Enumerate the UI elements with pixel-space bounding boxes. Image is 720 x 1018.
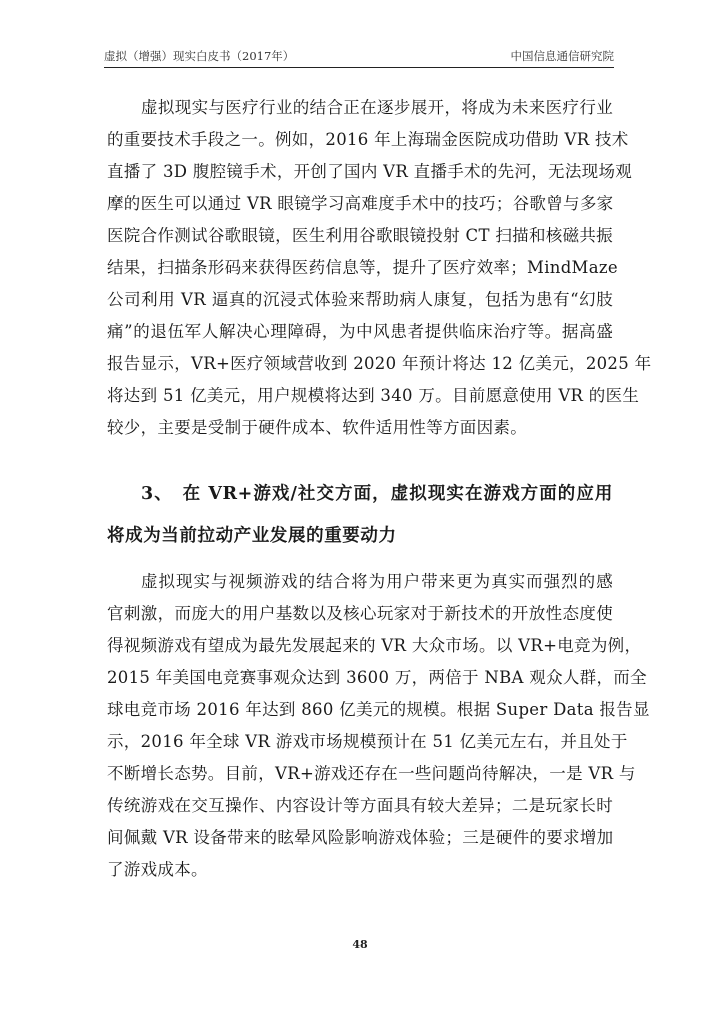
paragraph-line: 摩的医生可以通过 VR 眼镜学习高难度手术中的技巧；谷歌曾与多家 (107, 194, 614, 213)
section-heading-line: 3、 在 VR+游戏/社交方面，虚拟现实在游戏方面的应用 (141, 484, 613, 504)
page-header (104, 44, 614, 68)
paragraph-line: 虚拟现实与视频游戏的结合将为用户带来更为真实而强烈的感 (141, 572, 613, 591)
header-rule (104, 67, 614, 68)
section-heading-line: 将成为当前拉动产业发展的重要动力 (107, 526, 397, 546)
header-organization: 中国信息通信研究院 (510, 49, 614, 63)
paragraph-line: 医院合作测试谷歌眼镜，医生利用谷歌眼镜投射 CT 扫描和核磁共振 (107, 226, 613, 245)
paragraph-line: 痛”的退伍军人解决心理障碍，为中风患者提供临床治疗等。据高盛 (107, 322, 613, 341)
header-document-title: 虚拟（增强）现实白皮书（2017年） (104, 49, 295, 63)
paragraph-line: 示，2016 年全球 VR 游戏市场规模预计在 51 亿美元左右，并且处于 (107, 732, 628, 751)
paragraph-line: 报告显示，VR+医疗领域营收到 2020 年预计将达 12 亿美元，2025 年 (107, 354, 652, 373)
paragraph-line: 官刺激，而庞大的用户基数以及核心玩家对于新技术的开放性态度使 (107, 604, 613, 623)
paragraph-line: 直播了 3D 腹腔镜手术，开创了国内 VR 直播手术的先河，无法现场观 (107, 162, 633, 181)
paragraph-line: 球电竞市场 2016 年达到 860 亿美元的规模。根据 Super Data 报告显 (107, 700, 650, 719)
paragraph-line: 得视频游戏有望成为最先发展起来的 VR 大众市场。以 VR+电竞为例， (107, 636, 642, 655)
paragraph-line: 结果，扫描条形码来获得医药信息等，提升了医疗效率；MindMaze (107, 258, 618, 277)
paragraph-line: 的重要技术手段之一。例如，2016 年上海瑞金医院成功借助 VR 技术 (107, 130, 629, 149)
paragraph-line: 传统游戏在交互操作、内容设计等方面具有较大差异；二是玩家长时 (107, 796, 613, 815)
page-number: 48 (352, 938, 368, 951)
paragraph-line: 间佩戴 VR 设备带来的眩晕风险影响游戏体验；三是硬件的要求增加 (107, 828, 614, 847)
paragraph-line: 将达到 51 亿美元，用户规模将达到 340 万。目前愿意使用 VR 的医生 (107, 386, 640, 405)
paragraph-line: 虚拟现实与医疗行业的结合正在逐步展开，将成为未来医疗行业 (141, 98, 613, 117)
paragraph-line: 较少，主要是受制于硬件成本、软件适用性等方面因素。 (107, 418, 527, 437)
paragraph-line: 公司利用 VR 逼真的沉浸式体验来帮助病人康复，包括为患有“幻肢 (107, 290, 613, 309)
paragraph-line: 了游戏成本。 (107, 860, 208, 879)
paragraph-line: 不断增长态势。目前，VR+游戏还存在一些问题尚待解决，一是 VR 与 (107, 764, 636, 783)
paragraph-line: 2015 年美国电竞赛事观众达到 3600 万，两倍于 NBA 观众人群，而全 (107, 668, 647, 687)
